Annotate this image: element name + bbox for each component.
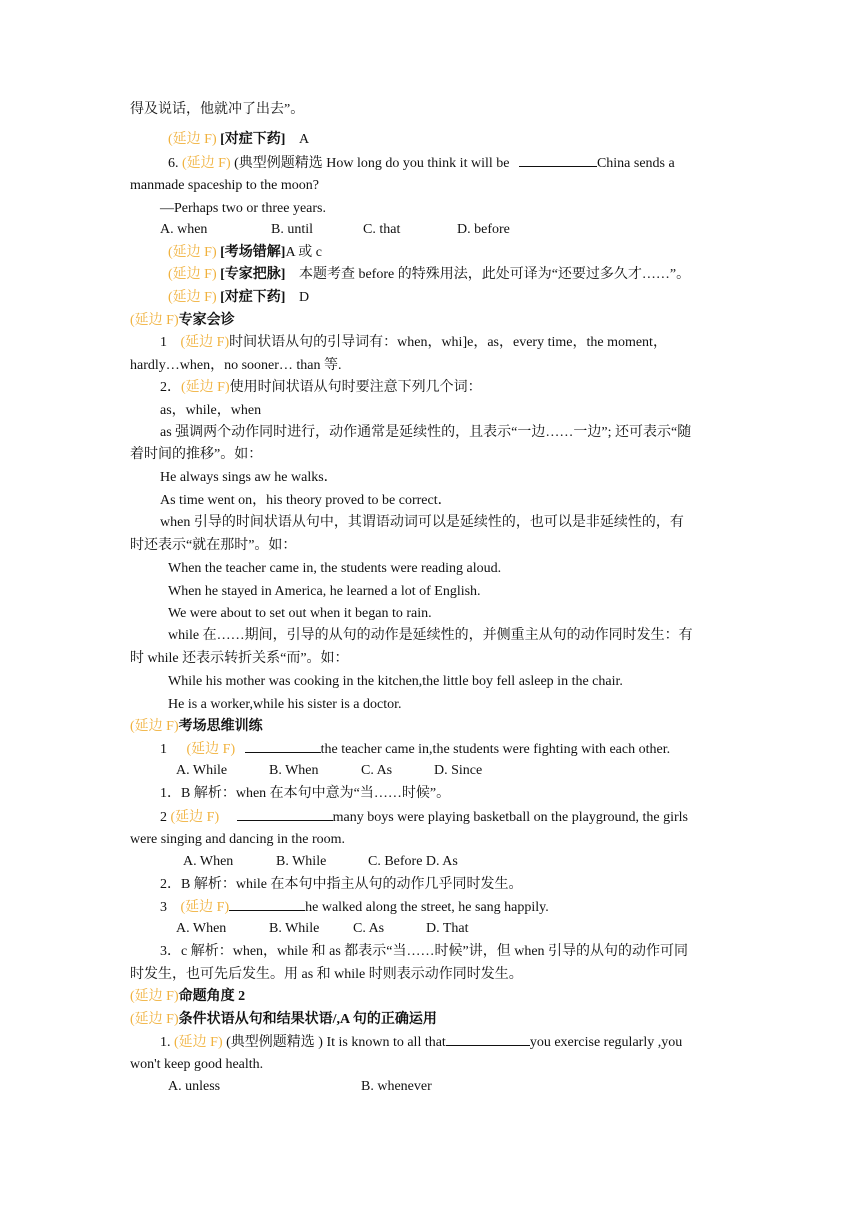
option: D. before — [457, 222, 510, 237]
option: B. until — [271, 222, 314, 237]
answer-explanation: 2．B 解析：while 在本句中指主从句的动作几乎同时发生。 — [160, 877, 523, 892]
section-label: [专家把脉] — [220, 267, 286, 282]
text-line: won't keep good health. — [130, 1057, 264, 1072]
source-tag: (延边 F) — [168, 290, 217, 305]
option: C. Before D. As — [368, 854, 458, 869]
question-line — [160, 1033, 682, 1052]
source-tag: (延边 F) — [130, 313, 179, 328]
answer-explanation: 时发生，也可先后发生。用 as 和 while 时则表示动作同时发生。 — [130, 967, 523, 982]
section-heading — [130, 988, 245, 1006]
explanation-text: 本题考查 before 的特殊用法，此处可译为“还要过多久才……”。 — [298, 267, 691, 282]
section-heading — [130, 312, 235, 330]
question-number: 1. — [160, 1035, 171, 1050]
example-sentence: We were about to set out when it began to rain. — [168, 606, 432, 621]
answer-explanation: 3．c 解析：when，while 和 as 都表示“当……时候”讲，但 when 引导的从句的动作可同 — [160, 944, 689, 959]
text-line: —Perhaps two or three years. — [160, 201, 327, 216]
heading-text: 考场思维训练 — [178, 719, 263, 734]
answer-explanation: 1．B 解析：when 在本句中意为“当……时候”。 — [160, 786, 451, 801]
question-text: (典型例题精选 ) It is known to all that — [226, 1035, 446, 1050]
answer-value: D — [298, 290, 310, 305]
question-text: China sends a — [596, 156, 675, 171]
heading-text: 专家会诊 — [178, 313, 235, 328]
answer-value: A — [298, 132, 310, 147]
answer-blank — [519, 154, 597, 167]
text-line: 着时间的推移”。如： — [130, 447, 263, 462]
question-line — [160, 808, 688, 827]
text-line — [160, 379, 482, 397]
item-number: 1 — [160, 335, 167, 350]
text-line: as 强调两个动作同时进行，动作通常是延续性的，且表示“一边……一边”; 还可表示“随 — [160, 425, 692, 440]
source-tag: (延边 F) — [168, 132, 217, 147]
text-line: as，while，when — [160, 403, 262, 418]
answer-value: A 或 c — [285, 245, 323, 260]
question-text: the teacher came in,the students were fighting with each other. — [320, 742, 671, 757]
answer-line — [168, 289, 309, 307]
text-line: 得及说话，他就冲了出去”。 — [130, 102, 305, 117]
section-label: [对症下药] — [220, 290, 286, 305]
answer-blank — [446, 1033, 530, 1046]
option: A. unless — [168, 1079, 221, 1094]
text-line: while 在……期间，引导的从句的动作是延续性的，并侧重主从句的动作同时发生：有 — [168, 628, 693, 643]
source-tag: (延边 F) — [182, 156, 231, 171]
example-sentence: He always sings aw he walks． — [160, 470, 338, 485]
question-number: 6. — [168, 156, 179, 171]
question-number: 3 — [160, 900, 167, 915]
text-line: manmade spaceship to the moon? — [130, 178, 319, 193]
question-line — [168, 154, 675, 173]
source-tag: (延边 F) — [181, 380, 230, 395]
source-tag: (延边 F) — [174, 1035, 223, 1050]
source-tag: (延边 F) — [170, 810, 220, 825]
source-tag: (延边 F) — [180, 335, 230, 350]
expert-line — [168, 266, 690, 284]
item-number: 2． — [160, 380, 181, 395]
source-tag: (延边 F) — [130, 989, 179, 1004]
section-heading — [130, 718, 263, 736]
text-line: hardly…when，no sooner… than 等. — [130, 358, 342, 373]
question-text: he walked along the street, he sang happily. — [305, 900, 549, 915]
section-label: [对症下药] — [220, 132, 286, 147]
question-line — [160, 898, 549, 917]
source-tag: (延边 F) — [186, 742, 236, 757]
question-number: 2 — [160, 810, 167, 825]
text-line: 时还表示“就在那时”。如： — [130, 538, 297, 553]
option: B. When — [269, 763, 319, 778]
question-text: (典型例题精选 How long do you think it will be — [234, 156, 510, 171]
option: A. While — [176, 763, 228, 778]
question-number: 1 — [160, 742, 167, 757]
answer-blank — [245, 740, 321, 753]
example-sentence: When he stayed in America, he learned a lot of English. — [168, 584, 481, 599]
source-tag: (延边 F) — [168, 245, 217, 260]
text-line: 时 while 还表示转折关系“而”。如： — [130, 651, 349, 666]
heading-text: 命题角度 2 — [178, 989, 246, 1004]
answer-blank — [237, 808, 333, 821]
section-label: [考场错解] — [220, 245, 286, 260]
section-heading — [130, 1011, 437, 1029]
answer-blank — [229, 898, 305, 911]
question-line — [160, 740, 670, 759]
body-text: 使用时间状语从句时要注意下列几个词： — [229, 380, 482, 395]
source-tag: (延边 F) — [180, 900, 230, 915]
source-tag: (延边 F) — [130, 719, 179, 734]
option: A. When — [176, 921, 227, 936]
answer-line — [168, 131, 309, 149]
option: B. While — [269, 921, 320, 936]
wrong-answer-line — [168, 244, 322, 262]
option: A. When — [183, 854, 234, 869]
heading-text: 条件状语从句和结果状语/,A 句的正确运用 — [178, 1012, 437, 1027]
example-sentence: While his mother was cooking in the kitchen,the little boy fell asleep in the chair. — [168, 674, 623, 689]
option: C. As — [361, 763, 393, 778]
example-sentence: As time went on，his theory proved to be correct． — [160, 493, 452, 508]
option: B. whenever — [361, 1079, 432, 1094]
text-line — [160, 334, 667, 352]
option: C. that — [363, 222, 401, 237]
question-text: you exercise regularly ,you — [529, 1035, 683, 1050]
option: D. Since — [434, 763, 483, 778]
option: C. As — [353, 921, 385, 936]
source-tag: (延边 F) — [130, 1012, 179, 1027]
example-sentence: He is a worker,while his sister is a doctor. — [168, 697, 402, 712]
source-tag: (延边 F) — [168, 267, 217, 282]
text-line: when 引导的时间状语从句中，其谓语动词可以是延续性的，也可以是非延续性的，有 — [160, 515, 684, 530]
option: D. That — [426, 921, 469, 936]
option: B. While — [276, 854, 327, 869]
question-text: many boys were playing basketball on the playground, the girls — [332, 810, 688, 825]
option: A. when — [160, 222, 208, 237]
example-sentence: When the teacher came in, the students were reading aloud. — [168, 561, 502, 576]
text-line: were singing and dancing in the room. — [130, 832, 346, 847]
body-text: 时间状语从句的引导词有：when，whi]e，as，every time，the moment， — [229, 335, 667, 350]
